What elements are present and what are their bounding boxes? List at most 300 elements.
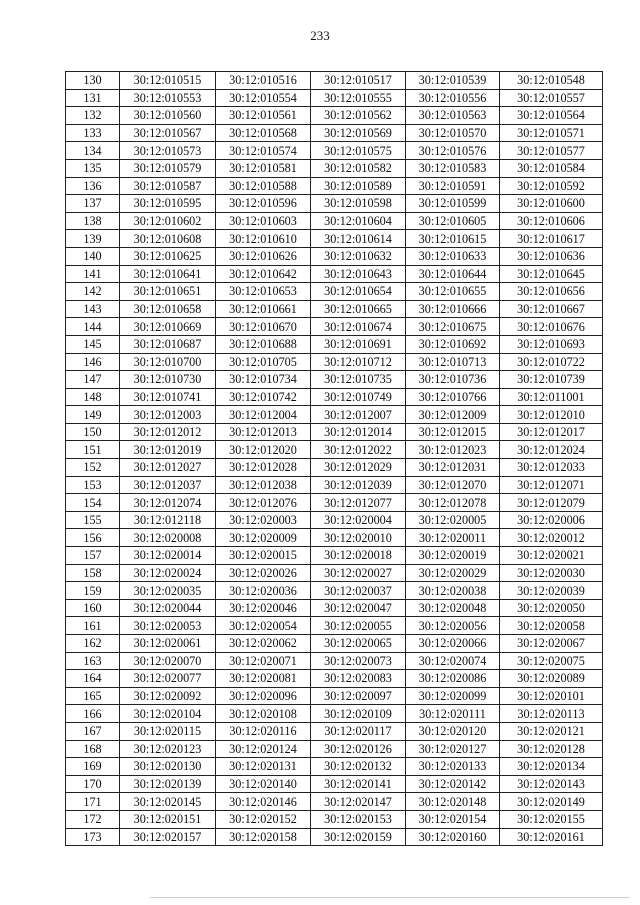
cadastral-number-cell: 30:12:010615 xyxy=(406,230,500,248)
cadastral-number-cell: 30:12:020014 xyxy=(120,547,216,565)
cadastral-number-cell: 30:12:010674 xyxy=(311,318,406,336)
cadastral-number-cell: 30:12:012033 xyxy=(500,459,603,477)
cadastral-number-cell: 30:12:010692 xyxy=(406,335,500,353)
cadastral-number-cell: 30:12:010667 xyxy=(500,300,603,318)
cadastral-number-cell: 30:12:020154 xyxy=(406,810,500,828)
row-number-cell: 145 xyxy=(66,335,120,353)
cadastral-number-cell: 30:12:020097 xyxy=(311,687,406,705)
cadastral-number-cell: 30:12:010675 xyxy=(406,318,500,336)
cadastral-number-cell: 30:12:012007 xyxy=(311,406,406,424)
row-number-cell: 142 xyxy=(66,283,120,301)
cadastral-number-cell: 30:12:020012 xyxy=(500,529,603,547)
cadastral-number-cell: 30:12:020104 xyxy=(120,705,216,723)
cadastral-number-cell: 30:12:010589 xyxy=(311,177,406,195)
cadastral-number-cell: 30:12:012029 xyxy=(311,459,406,477)
cadastral-number-cell: 30:12:010669 xyxy=(120,318,216,336)
cadastral-number-cell: 30:12:010603 xyxy=(216,212,311,230)
cadastral-number-cell: 30:12:020141 xyxy=(311,775,406,793)
cadastral-number-cell: 30:12:010614 xyxy=(311,230,406,248)
cadastral-number-cell: 30:12:020081 xyxy=(216,670,311,688)
row-number-cell: 140 xyxy=(66,247,120,265)
row-number-cell: 153 xyxy=(66,476,120,494)
cadastral-number-cell: 30:12:010651 xyxy=(120,283,216,301)
cadastral-number-cell: 30:12:020066 xyxy=(406,635,500,653)
row-number-cell: 150 xyxy=(66,423,120,441)
table-row xyxy=(66,388,603,406)
cadastral-number-cell: 30:12:010661 xyxy=(216,300,311,318)
cadastral-number-cell: 30:12:020003 xyxy=(216,511,311,529)
cadastral-number-cell: 30:12:012079 xyxy=(500,494,603,512)
cadastral-number-cell: 30:12:010636 xyxy=(500,247,603,265)
cadastral-number-cell: 30:12:010592 xyxy=(500,177,603,195)
cadastral-number-cell: 30:12:010569 xyxy=(311,124,406,142)
row-number-cell: 164 xyxy=(66,670,120,688)
table-body xyxy=(66,72,603,846)
cadastral-number-cell: 30:12:010643 xyxy=(311,265,406,283)
cadastral-number-cell: 30:12:010676 xyxy=(500,318,603,336)
cadastral-number-cell: 30:12:010730 xyxy=(120,371,216,389)
row-number-cell: 171 xyxy=(66,793,120,811)
row-number-cell: 170 xyxy=(66,775,120,793)
cadastral-number-cell: 30:12:012015 xyxy=(406,423,500,441)
cadastral-number-cell: 30:12:012031 xyxy=(406,459,500,477)
cadastral-number-cell: 30:12:020092 xyxy=(120,687,216,705)
table-row xyxy=(66,195,603,213)
cadastral-number-cell: 30:12:020055 xyxy=(311,617,406,635)
cadastral-number-cell: 30:12:020161 xyxy=(500,828,603,846)
cadastral-number-cell: 30:12:010633 xyxy=(406,247,500,265)
table-row xyxy=(66,107,603,125)
cadastral-number-cell: 30:12:010587 xyxy=(120,177,216,195)
cadastral-number-cell: 30:12:020113 xyxy=(500,705,603,723)
cadastral-number-cell: 30:12:020056 xyxy=(406,617,500,635)
cadastral-number-cell: 30:12:020038 xyxy=(406,582,500,600)
cadastral-number-cell: 30:12:020018 xyxy=(311,547,406,565)
table-row xyxy=(66,758,603,776)
cadastral-number-cell: 30:12:012022 xyxy=(311,441,406,459)
cadastral-number-cell: 30:12:010604 xyxy=(311,212,406,230)
cadastral-number-cell: 30:12:020010 xyxy=(311,529,406,547)
cadastral-number-cell: 30:12:010705 xyxy=(216,353,311,371)
cadastral-number-cell: 30:12:010588 xyxy=(216,177,311,195)
cadastral-number-cell: 30:12:010564 xyxy=(500,107,603,125)
cadastral-number-cell: 30:12:010739 xyxy=(500,371,603,389)
cadastral-number-cell: 30:12:020143 xyxy=(500,775,603,793)
cadastral-number-cell: 30:12:010554 xyxy=(216,89,311,107)
cadastral-number-cell: 30:12:010576 xyxy=(406,142,500,160)
table-row xyxy=(66,511,603,529)
cadastral-number-cell: 30:12:020004 xyxy=(311,511,406,529)
cadastral-number-cell: 30:12:020035 xyxy=(120,582,216,600)
cadastral-number-cell: 30:12:012009 xyxy=(406,406,500,424)
cadastral-number-cell: 30:12:010736 xyxy=(406,371,500,389)
table-row xyxy=(66,318,603,336)
cadastral-number-cell: 30:12:010602 xyxy=(120,212,216,230)
cadastral-number-cell: 30:12:012010 xyxy=(500,406,603,424)
cadastral-number-cell: 30:12:010595 xyxy=(120,195,216,213)
cadastral-number-cell: 30:12:010735 xyxy=(311,371,406,389)
cadastral-number-cell: 30:12:010515 xyxy=(120,72,216,90)
cadastral-number-cell: 30:12:010653 xyxy=(216,283,311,301)
cadastral-number-cell: 30:12:020153 xyxy=(311,810,406,828)
cadastral-number-cell: 30:12:010596 xyxy=(216,195,311,213)
table-row xyxy=(66,494,603,512)
table-row xyxy=(66,406,603,424)
cadastral-number-cell: 30:12:010641 xyxy=(120,265,216,283)
cadastral-number-cell: 30:12:020027 xyxy=(311,564,406,582)
row-number-cell: 134 xyxy=(66,142,120,160)
cadastral-number-cell: 30:12:010574 xyxy=(216,142,311,160)
cadastral-number-cell: 30:12:020096 xyxy=(216,687,311,705)
cadastral-number-cell: 30:12:012027 xyxy=(120,459,216,477)
table-row xyxy=(66,247,603,265)
cadastral-number-cell: 30:12:010548 xyxy=(500,72,603,90)
cadastral-number-cell: 30:12:010557 xyxy=(500,89,603,107)
cadastral-number-cell: 30:12:020108 xyxy=(216,705,311,723)
row-number-cell: 132 xyxy=(66,107,120,125)
table-row xyxy=(66,652,603,670)
cadastral-number-cell: 30:12:020015 xyxy=(216,547,311,565)
cadastral-number-cell: 30:12:012118 xyxy=(120,511,216,529)
table-row xyxy=(66,476,603,494)
cadastral-number-cell: 30:12:010626 xyxy=(216,247,311,265)
row-number-cell: 169 xyxy=(66,758,120,776)
cadastral-number-cell: 30:12:020086 xyxy=(406,670,500,688)
cadastral-number-cell: 30:12:020011 xyxy=(406,529,500,547)
cadastral-number-cell: 30:12:010582 xyxy=(311,159,406,177)
row-number-cell: 146 xyxy=(66,353,120,371)
cadastral-number-cell: 30:12:020065 xyxy=(311,635,406,653)
cadastral-number-cell: 30:12:020083 xyxy=(311,670,406,688)
row-number-cell: 158 xyxy=(66,564,120,582)
cadastral-number-cell: 30:12:020067 xyxy=(500,635,603,653)
cadastral-number-cell: 30:12:020036 xyxy=(216,582,311,600)
cadastral-number-cell: 30:12:010734 xyxy=(216,371,311,389)
table-row xyxy=(66,124,603,142)
cadastral-number-cell: 30:12:010655 xyxy=(406,283,500,301)
cadastral-number-cell: 30:12:012023 xyxy=(406,441,500,459)
row-number-cell: 135 xyxy=(66,159,120,177)
row-number-cell: 130 xyxy=(66,72,120,90)
cadastral-number-cell: 30:12:010591 xyxy=(406,177,500,195)
cadastral-number-cell: 30:12:010600 xyxy=(500,195,603,213)
table-row xyxy=(66,230,603,248)
cadastral-number-cell: 30:12:010693 xyxy=(500,335,603,353)
cadastral-number-cell: 30:12:010644 xyxy=(406,265,500,283)
cadastral-number-cell: 30:12:020071 xyxy=(216,652,311,670)
cadastral-number-cell: 30:12:010688 xyxy=(216,335,311,353)
table-row xyxy=(66,582,603,600)
table-row xyxy=(66,740,603,758)
cadastral-number-cell: 30:12:020089 xyxy=(500,670,603,688)
cadastral-number-cell: 30:12:012037 xyxy=(120,476,216,494)
cadastral-number-cell: 30:12:020062 xyxy=(216,635,311,653)
cadastral-number-cell: 30:12:010691 xyxy=(311,335,406,353)
cadastral-number-cell: 30:12:010556 xyxy=(406,89,500,107)
cadastral-number-cell: 30:12:010606 xyxy=(500,212,603,230)
table-row xyxy=(66,828,603,846)
table-row xyxy=(66,617,603,635)
cadastral-number-cell: 30:12:010561 xyxy=(216,107,311,125)
cadastral-number-cell: 30:12:020117 xyxy=(311,722,406,740)
cadastral-number-cell: 30:12:010713 xyxy=(406,353,500,371)
cadastral-number-cell: 30:12:010584 xyxy=(500,159,603,177)
cadastral-number-cell: 30:12:020157 xyxy=(120,828,216,846)
row-number-cell: 168 xyxy=(66,740,120,758)
cadastral-number-cell: 30:12:012076 xyxy=(216,494,311,512)
row-number-cell: 149 xyxy=(66,406,120,424)
cadastral-number-cell: 30:12:020058 xyxy=(500,617,603,635)
table-row xyxy=(66,687,603,705)
cadastral-number-cell: 30:12:010665 xyxy=(311,300,406,318)
row-number-cell: 166 xyxy=(66,705,120,723)
cadastral-number-cell: 30:12:012070 xyxy=(406,476,500,494)
cadastral-number-cell: 30:12:020140 xyxy=(216,775,311,793)
cadastral-number-cell: 30:12:020111 xyxy=(406,705,500,723)
table-row xyxy=(66,177,603,195)
table-row xyxy=(66,529,603,547)
row-number-cell: 163 xyxy=(66,652,120,670)
table-row xyxy=(66,635,603,653)
table-row xyxy=(66,441,603,459)
cadastral-number-cell: 30:12:010571 xyxy=(500,124,603,142)
cadastral-number-cell: 30:12:020075 xyxy=(500,652,603,670)
cadastral-number-cell: 30:12:020029 xyxy=(406,564,500,582)
row-number-cell: 155 xyxy=(66,511,120,529)
cadastral-number-cell: 30:12:020134 xyxy=(500,758,603,776)
cadastral-number-cell: 30:12:010553 xyxy=(120,89,216,107)
cadastral-number-cell: 30:12:020048 xyxy=(406,599,500,617)
cadastral-number-cell: 30:12:012024 xyxy=(500,441,603,459)
cadastral-number-cell: 30:12:010642 xyxy=(216,265,311,283)
row-number-cell: 137 xyxy=(66,195,120,213)
cadastral-number-cell: 30:12:020115 xyxy=(120,722,216,740)
row-number-cell: 147 xyxy=(66,371,120,389)
cadastral-number-cell: 30:12:010517 xyxy=(311,72,406,90)
row-number-cell: 167 xyxy=(66,722,120,740)
cadastral-number-cell: 30:12:020155 xyxy=(500,810,603,828)
cadastral-number-cell: 30:12:010658 xyxy=(120,300,216,318)
row-number-cell: 173 xyxy=(66,828,120,846)
cadastral-number-cell: 30:12:012014 xyxy=(311,423,406,441)
cadastral-number-cell: 30:12:020145 xyxy=(120,793,216,811)
row-number-cell: 144 xyxy=(66,318,120,336)
cadastral-number-cell: 30:12:020046 xyxy=(216,599,311,617)
row-number-cell: 172 xyxy=(66,810,120,828)
table-row xyxy=(66,142,603,160)
cadastral-number-cell: 30:12:020152 xyxy=(216,810,311,828)
cadastral-quarters-table xyxy=(65,71,603,846)
cadastral-number-cell: 30:12:020160 xyxy=(406,828,500,846)
cadastral-number-cell: 30:12:012078 xyxy=(406,494,500,512)
cadastral-number-cell: 30:12:011001 xyxy=(500,388,603,406)
cadastral-number-cell: 30:12:020151 xyxy=(120,810,216,828)
cadastral-number-cell: 30:12:010599 xyxy=(406,195,500,213)
table-row xyxy=(66,72,603,90)
cadastral-number-cell: 30:12:020130 xyxy=(120,758,216,776)
row-number-cell: 131 xyxy=(66,89,120,107)
cadastral-number-cell: 30:12:020116 xyxy=(216,722,311,740)
cadastral-number-cell: 30:12:010567 xyxy=(120,124,216,142)
cadastral-number-cell: 30:12:010722 xyxy=(500,353,603,371)
cadastral-number-cell: 30:12:010610 xyxy=(216,230,311,248)
table-row xyxy=(66,89,603,107)
cadastral-number-cell: 30:12:020006 xyxy=(500,511,603,529)
table-row xyxy=(66,810,603,828)
cadastral-number-cell: 30:12:010670 xyxy=(216,318,311,336)
row-number-cell: 138 xyxy=(66,212,120,230)
cadastral-number-cell: 30:12:020073 xyxy=(311,652,406,670)
cadastral-number-cell: 30:12:020050 xyxy=(500,599,603,617)
table-row xyxy=(66,371,603,389)
row-number-cell: 156 xyxy=(66,529,120,547)
row-number-cell: 151 xyxy=(66,441,120,459)
cadastral-number-cell: 30:12:010666 xyxy=(406,300,500,318)
cadastral-number-cell: 30:12:010741 xyxy=(120,388,216,406)
table-row xyxy=(66,459,603,477)
cadastral-number-cell: 30:12:020030 xyxy=(500,564,603,582)
cadastral-number-cell: 30:12:012003 xyxy=(120,406,216,424)
table-row xyxy=(66,265,603,283)
row-number-cell: 159 xyxy=(66,582,120,600)
cadastral-number-cell: 30:12:020044 xyxy=(120,599,216,617)
cadastral-number-cell: 30:12:010687 xyxy=(120,335,216,353)
row-number-cell: 162 xyxy=(66,635,120,653)
cadastral-number-cell: 30:12:012019 xyxy=(120,441,216,459)
cadastral-number-cell: 30:12:020109 xyxy=(311,705,406,723)
cadastral-number-cell: 30:12:020053 xyxy=(120,617,216,635)
cadastral-number-cell: 30:12:020021 xyxy=(500,547,603,565)
cadastral-number-cell: 30:12:012012 xyxy=(120,423,216,441)
cadastral-number-cell: 30:12:010656 xyxy=(500,283,603,301)
cadastral-number-cell: 30:12:020146 xyxy=(216,793,311,811)
cadastral-number-cell: 30:12:020005 xyxy=(406,511,500,529)
cadastral-number-cell: 30:12:020132 xyxy=(311,758,406,776)
cadastral-number-cell: 30:12:010608 xyxy=(120,230,216,248)
cadastral-number-cell: 30:12:020026 xyxy=(216,564,311,582)
scan-edge-line xyxy=(150,897,630,898)
row-number-cell: 152 xyxy=(66,459,120,477)
cadastral-number-cell: 30:12:020126 xyxy=(311,740,406,758)
cadastral-number-cell: 30:12:010555 xyxy=(311,89,406,107)
cadastral-number-cell: 30:12:020019 xyxy=(406,547,500,565)
cadastral-number-cell: 30:12:010742 xyxy=(216,388,311,406)
row-number-cell: 143 xyxy=(66,300,120,318)
cadastral-number-cell: 30:12:010712 xyxy=(311,353,406,371)
cadastral-number-cell: 30:12:010577 xyxy=(500,142,603,160)
cadastral-number-cell: 30:12:010632 xyxy=(311,247,406,265)
cadastral-number-cell: 30:12:020009 xyxy=(216,529,311,547)
cadastral-number-cell: 30:12:020008 xyxy=(120,529,216,547)
cadastral-number-cell: 30:12:012038 xyxy=(216,476,311,494)
cadastral-number-cell: 30:12:010579 xyxy=(120,159,216,177)
cadastral-number-cell: 30:12:020124 xyxy=(216,740,311,758)
row-number-cell: 148 xyxy=(66,388,120,406)
cadastral-number-cell: 30:12:020077 xyxy=(120,670,216,688)
row-number-cell: 154 xyxy=(66,494,120,512)
cadastral-number-cell: 30:12:012077 xyxy=(311,494,406,512)
table-row xyxy=(66,353,603,371)
cadastral-number-cell: 30:12:010583 xyxy=(406,159,500,177)
cadastral-number-cell: 30:12:010563 xyxy=(406,107,500,125)
cadastral-number-cell: 30:12:020061 xyxy=(120,635,216,653)
row-number-cell: 161 xyxy=(66,617,120,635)
cadastral-number-cell: 30:12:012017 xyxy=(500,423,603,441)
row-number-cell: 139 xyxy=(66,230,120,248)
cadastral-number-cell: 30:12:010573 xyxy=(120,142,216,160)
cadastral-number-cell: 30:12:010581 xyxy=(216,159,311,177)
cadastral-number-cell: 30:12:010766 xyxy=(406,388,500,406)
cadastral-number-cell: 30:12:020120 xyxy=(406,722,500,740)
cadastral-number-cell: 30:12:010617 xyxy=(500,230,603,248)
cadastral-number-cell: 30:12:010516 xyxy=(216,72,311,90)
cadastral-number-cell: 30:12:010654 xyxy=(311,283,406,301)
table-row xyxy=(66,212,603,230)
cadastral-number-cell: 30:12:010749 xyxy=(311,388,406,406)
table-row xyxy=(66,793,603,811)
cadastral-number-cell: 30:12:020070 xyxy=(120,652,216,670)
row-number-cell: 160 xyxy=(66,599,120,617)
cadastral-number-cell: 30:12:020123 xyxy=(120,740,216,758)
cadastral-number-cell: 30:12:010539 xyxy=(406,72,500,90)
cadastral-number-cell: 30:12:010645 xyxy=(500,265,603,283)
cadastral-number-cell: 30:12:020159 xyxy=(311,828,406,846)
cadastral-number-cell: 30:12:010560 xyxy=(120,107,216,125)
cadastral-number-cell: 30:12:020142 xyxy=(406,775,500,793)
cadastral-number-cell: 30:12:010625 xyxy=(120,247,216,265)
cadastral-number-cell: 30:12:010570 xyxy=(406,124,500,142)
cadastral-number-cell: 30:12:020074 xyxy=(406,652,500,670)
cadastral-table-container xyxy=(65,71,602,846)
row-number-cell: 165 xyxy=(66,687,120,705)
cadastral-number-cell: 30:12:020024 xyxy=(120,564,216,582)
cadastral-number-cell: 30:12:010562 xyxy=(311,107,406,125)
table-row xyxy=(66,423,603,441)
cadastral-number-cell: 30:12:012028 xyxy=(216,459,311,477)
cadastral-number-cell: 30:12:010568 xyxy=(216,124,311,142)
cadastral-number-cell: 30:12:020147 xyxy=(311,793,406,811)
cadastral-number-cell: 30:12:020128 xyxy=(500,740,603,758)
cadastral-number-cell: 30:12:020047 xyxy=(311,599,406,617)
table-row xyxy=(66,564,603,582)
cadastral-number-cell: 30:12:012004 xyxy=(216,406,311,424)
cadastral-number-cell: 30:12:020101 xyxy=(500,687,603,705)
table-row xyxy=(66,547,603,565)
row-number-cell: 136 xyxy=(66,177,120,195)
table-row xyxy=(66,335,603,353)
cadastral-number-cell: 30:12:020133 xyxy=(406,758,500,776)
page-number: 233 xyxy=(310,28,330,43)
cadastral-number-cell: 30:12:020131 xyxy=(216,758,311,776)
cadastral-number-cell: 30:12:020121 xyxy=(500,722,603,740)
cadastral-number-cell: 30:12:010575 xyxy=(311,142,406,160)
cadastral-number-cell: 30:12:020039 xyxy=(500,582,603,600)
row-number-cell: 133 xyxy=(66,124,120,142)
table-row xyxy=(66,159,603,177)
cadastral-number-cell: 30:12:020148 xyxy=(406,793,500,811)
cadastral-number-cell: 30:12:012071 xyxy=(500,476,603,494)
cadastral-number-cell: 30:12:010598 xyxy=(311,195,406,213)
table-row xyxy=(66,300,603,318)
cadastral-number-cell: 30:12:012074 xyxy=(120,494,216,512)
table-row xyxy=(66,670,603,688)
cadastral-number-cell: 30:12:020037 xyxy=(311,582,406,600)
cadastral-number-cell: 30:12:010700 xyxy=(120,353,216,371)
table-row xyxy=(66,722,603,740)
table-row xyxy=(66,283,603,301)
cadastral-number-cell: 30:12:020054 xyxy=(216,617,311,635)
cadastral-number-cell: 30:12:020099 xyxy=(406,687,500,705)
